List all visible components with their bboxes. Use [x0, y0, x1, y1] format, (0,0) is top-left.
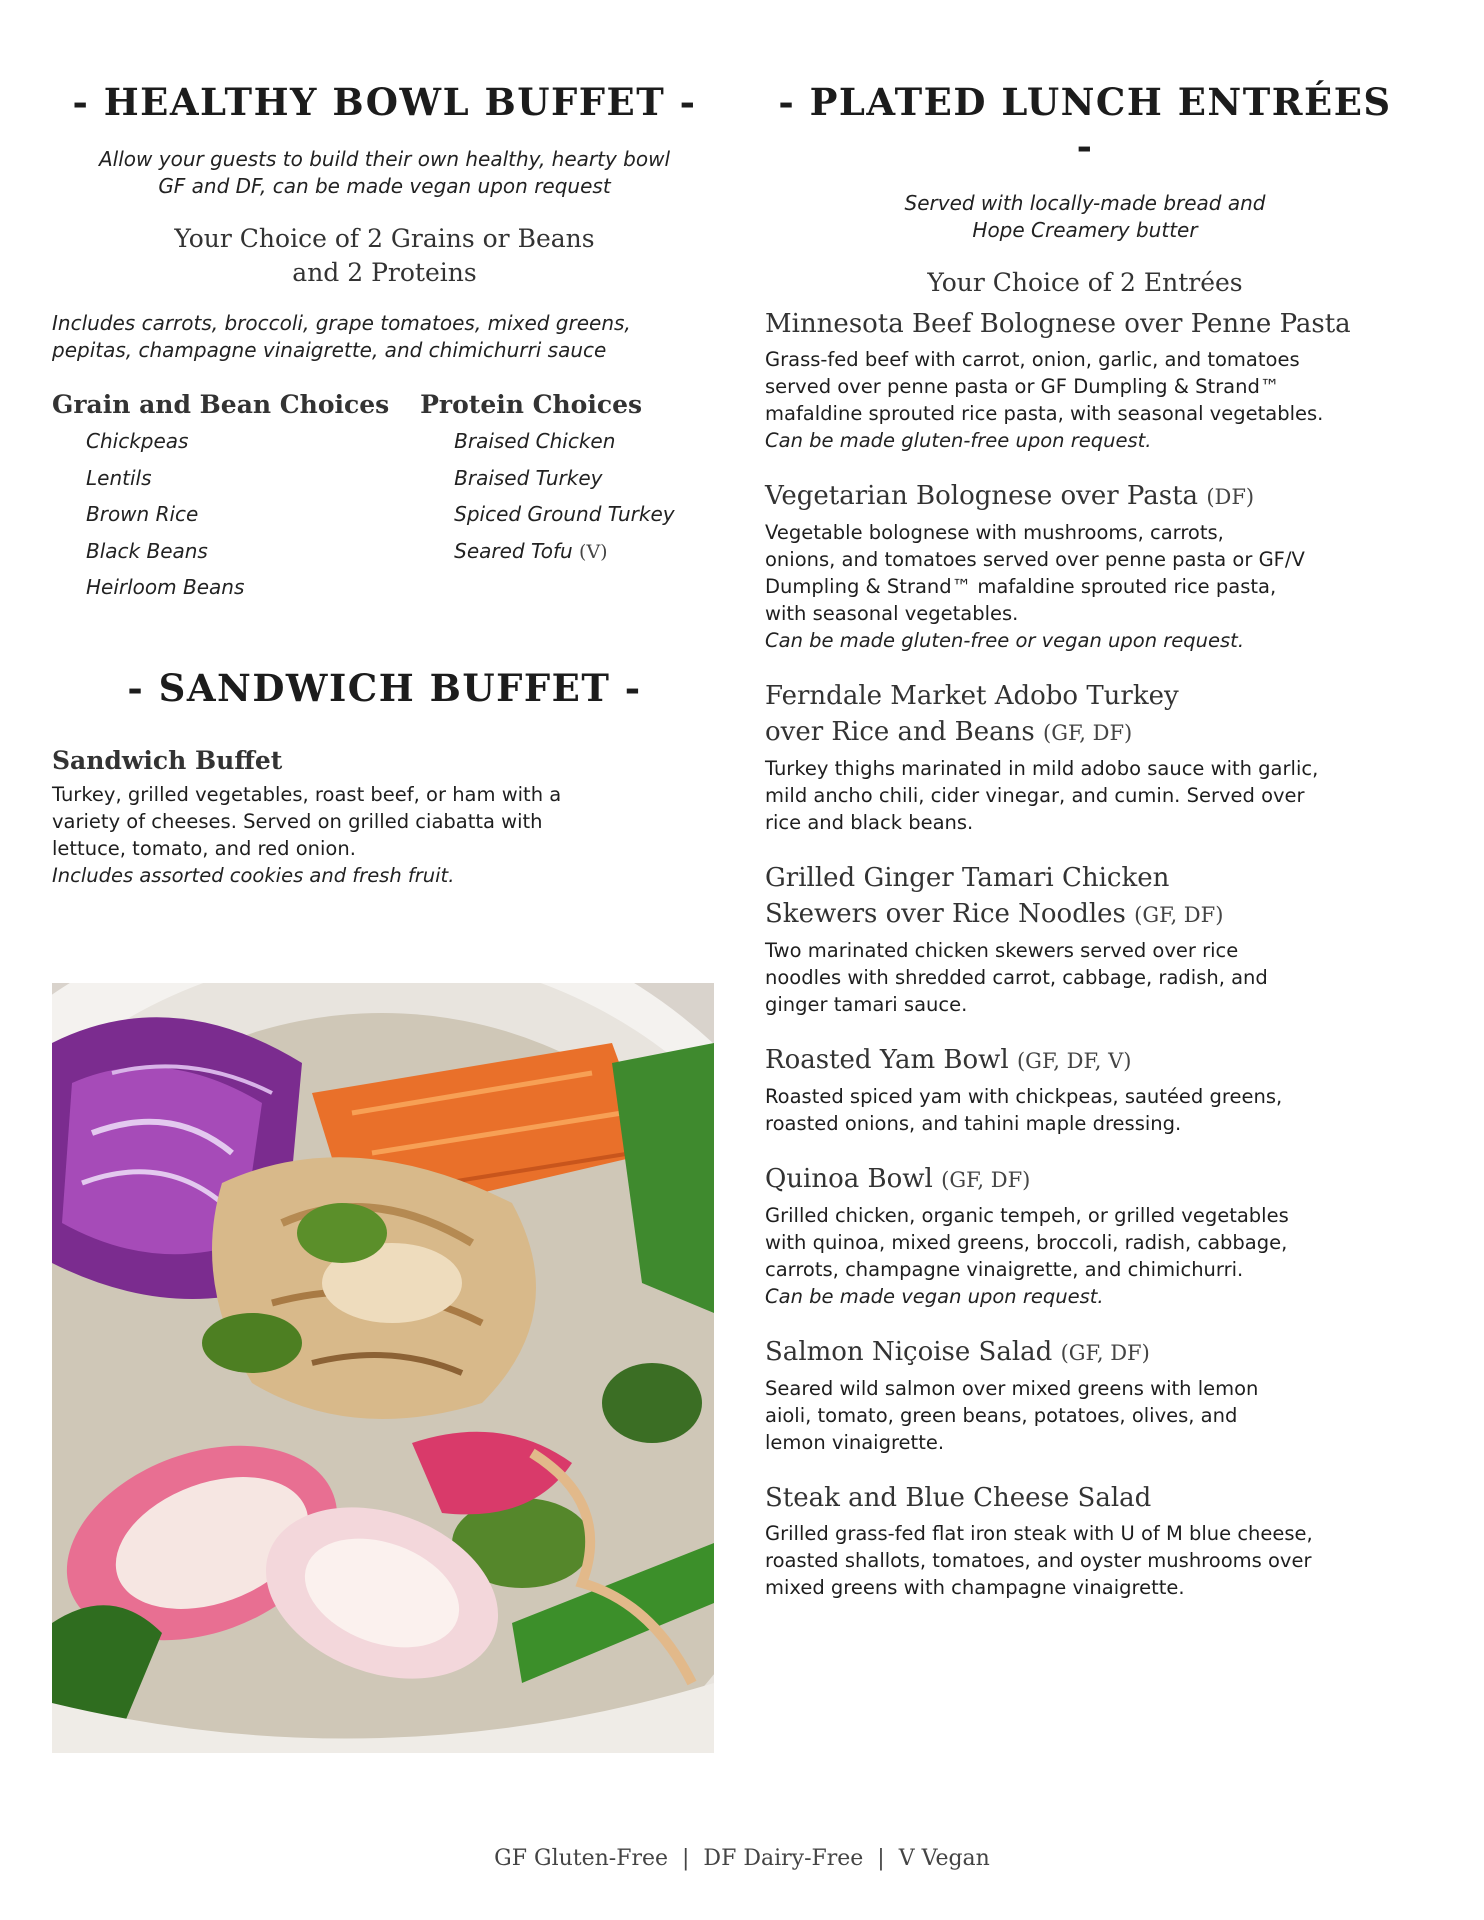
protein-heading: Protein Choices: [420, 390, 643, 419]
protein-item: Spiced Ground Turkey: [454, 502, 675, 526]
desc-line: Grilled grass-fed flat iron steak with U of M blue cheese,: [765, 1522, 1313, 1545]
entree-name-text: over Rice and Beans: [765, 717, 1035, 747]
desc-line: Roasted spiced yam with chickpeas, sautéed greens,: [765, 1085, 1283, 1108]
diet-legend-footer: GF Gluten-Free | DF Dairy-Free | V Vegan: [494, 1846, 990, 1871]
entree-desc: [765, 937, 1405, 1018]
entree-name: [765, 714, 1405, 751]
grain-choices: [52, 390, 420, 606]
healthy-bowl-intro: [52, 146, 717, 200]
grain-item: Black Beans: [86, 538, 208, 563]
desc-line: lettuce, tomato, and red onion.: [52, 836, 356, 860]
includes-line: pepitas, champagne vinaigrette, and chimichurri sauce: [52, 338, 607, 362]
entree-desc: [765, 1520, 1405, 1601]
diet-tag: (V): [579, 540, 608, 563]
desc-line: lemon vinaigrette.: [765, 1431, 945, 1454]
entree-item: [765, 1161, 1405, 1310]
grain-item: Lentils: [86, 465, 152, 490]
desc-line: served over penne pasta or GF Dumpling & Strand™: [765, 375, 1280, 398]
intro-line: Served with locally-made bread and: [904, 191, 1266, 215]
entree-desc: [765, 755, 1405, 836]
entree-desc: [765, 1375, 1405, 1456]
healthy-bowl-choice: [52, 222, 717, 290]
entree-item: [765, 678, 1405, 836]
choice-line: and 2 Proteins: [292, 258, 477, 287]
intro-line: Allow your guests to build their own healthy, hearty bowl: [99, 147, 670, 171]
entree-name-text: Skewers over Rice Noodles: [765, 899, 1126, 929]
entree-name: [765, 896, 1405, 933]
desc-line: rice and black beans.: [765, 811, 974, 834]
entree-name: [765, 1161, 1405, 1198]
left-column: [52, 80, 717, 889]
diet-tag: (GF, DF): [941, 1168, 1031, 1192]
desc-line: Turkey thighs marinated in mild adobo sauce with garlic,: [765, 757, 1319, 780]
grain-item: Brown Rice: [86, 502, 199, 526]
diet-tag: (GF, DF): [1134, 903, 1224, 927]
entree-name-text: Vegetarian Bolognese over Pasta: [765, 481, 1199, 511]
entree-item: [765, 1334, 1405, 1456]
food-bowl-photo: [52, 983, 714, 1753]
plated-intro: [765, 190, 1405, 244]
intro-line: Hope Creamery butter: [972, 218, 1198, 242]
entree-name-text: Quinoa Bowl: [765, 1164, 933, 1194]
desc-line: variety of cheeses. Served on grilled ciabatta with: [52, 809, 543, 833]
entree-desc: [765, 1202, 1405, 1283]
entree-item: [765, 478, 1405, 654]
entree-name: Steak and Blue Cheese Salad: [765, 1483, 1152, 1513]
entree-name: Grilled Ginger Tamari Chicken: [765, 863, 1170, 893]
grain-item: Chickpeas: [86, 429, 189, 453]
sandwich-desc: [52, 781, 717, 862]
sandwich-heading: Sandwich Buffet: [52, 745, 283, 775]
entree-item: [765, 860, 1405, 1018]
entree-note: Can be made vegan upon request.: [765, 1285, 1104, 1308]
entree-desc: [765, 346, 1405, 427]
grain-item: Heirloom Beans: [86, 575, 245, 599]
diet-tag: (GF, DF): [1043, 721, 1133, 745]
desc-line: Turkey, grilled vegetables, roast beef, or ham with a: [52, 782, 562, 806]
entree-desc: [765, 519, 1405, 627]
desc-line: mild ancho chili, cider vinegar, and cumin. Served over: [765, 784, 1305, 807]
protein-name: Seared Tofu: [454, 538, 573, 563]
desc-line: Grass-fed beef with carrot, onion, garlic, and tomatoes: [765, 348, 1300, 371]
protein-item: [420, 533, 717, 571]
desc-line: mixed greens with champagne vinaigrette.: [765, 1576, 1185, 1599]
desc-line: Vegetable bolognese with mushrooms, carrots,: [765, 521, 1224, 544]
entree-item: [765, 306, 1405, 454]
right-column: [765, 80, 1405, 1601]
diet-tag: (GF, DF): [1060, 1341, 1150, 1365]
desc-line: Two marinated chicken skewers served over rice: [765, 939, 1239, 962]
desc-line: with seasonal vegetables.: [765, 602, 1019, 625]
healthy-bowl-title: - HEALTHY BOWL BUFFET -: [72, 80, 697, 124]
diet-tag: (DF): [1206, 485, 1255, 509]
entree-note: Can be made gluten-free or vegan upon request.: [765, 629, 1245, 652]
entree-name: Minnesota Beef Bolognese over Penne Pasta: [765, 309, 1351, 339]
entree-name-text: Roasted Yam Bowl: [765, 1045, 1009, 1075]
intro-line: GF and DF, can be made vegan upon request: [158, 174, 611, 198]
entree-name: [765, 478, 1405, 515]
includes-line: Includes carrots, broccoli, grape tomatoes, mixed greens,: [52, 311, 631, 335]
desc-line: mafaldine sprouted rice pasta, with seasonal vegetables.: [765, 402, 1324, 425]
desc-line: with quinoa, mixed greens, broccoli, radish, cabbage,: [765, 1231, 1288, 1254]
entree-name: [765, 1334, 1405, 1371]
entree-name: Ferndale Market Adobo Turkey: [765, 681, 1179, 711]
plated-lunch-title: - PLATED LUNCH ENTRÉES -: [778, 80, 1392, 168]
entree-item: [765, 1480, 1405, 1601]
desc-line: carrots, champagne vinaigrette, and chimichurri.: [765, 1258, 1244, 1281]
sandwich-note: Includes assorted cookies and fresh fruit.: [52, 863, 455, 887]
desc-line: roasted shallots, tomatoes, and oyster mushrooms over: [765, 1549, 1312, 1572]
grain-heading: Grain and Bean Choices: [52, 390, 390, 419]
entree-name-text: Salmon Niçoise Salad: [765, 1337, 1053, 1367]
desc-line: roasted onions, and tahini maple dressing.: [765, 1112, 1182, 1135]
desc-line: Dumpling & Strand™ mafaldine sprouted rice pasta,: [765, 575, 1277, 598]
desc-line: aioli, tomato, green beans, potatoes, olives, and: [765, 1404, 1238, 1427]
choice-line: Your Choice of 2 Grains or Beans: [174, 224, 595, 253]
desc-line: Grilled chicken, organic tempeh, or grilled vegetables: [765, 1204, 1289, 1227]
sandwich-title: - SANDWICH BUFFET -: [127, 665, 642, 710]
protein-item: Braised Chicken: [454, 429, 616, 453]
plated-choice: Your Choice of 2 Entrées: [927, 268, 1243, 297]
desc-line: onions, and tomatoes served over penne pasta or GF/V: [765, 548, 1305, 571]
entree-item: [765, 1042, 1405, 1137]
entree-note: Can be made gluten-free upon request.: [765, 429, 1152, 452]
desc-line: Seared wild salmon over mixed greens with lemon: [765, 1377, 1259, 1400]
diet-tag: (GF, DF, V): [1016, 1049, 1132, 1073]
healthy-bowl-includes: [52, 310, 717, 364]
desc-line: noodles with shredded carrot, cabbage, radish, and: [765, 966, 1268, 989]
protein-choices: [420, 390, 717, 606]
protein-item: Braised Turkey: [454, 465, 603, 490]
choices-section: [52, 390, 717, 606]
entree-name: [765, 1042, 1405, 1079]
entree-desc: [765, 1083, 1405, 1137]
desc-line: ginger tamari sauce.: [765, 993, 968, 1016]
